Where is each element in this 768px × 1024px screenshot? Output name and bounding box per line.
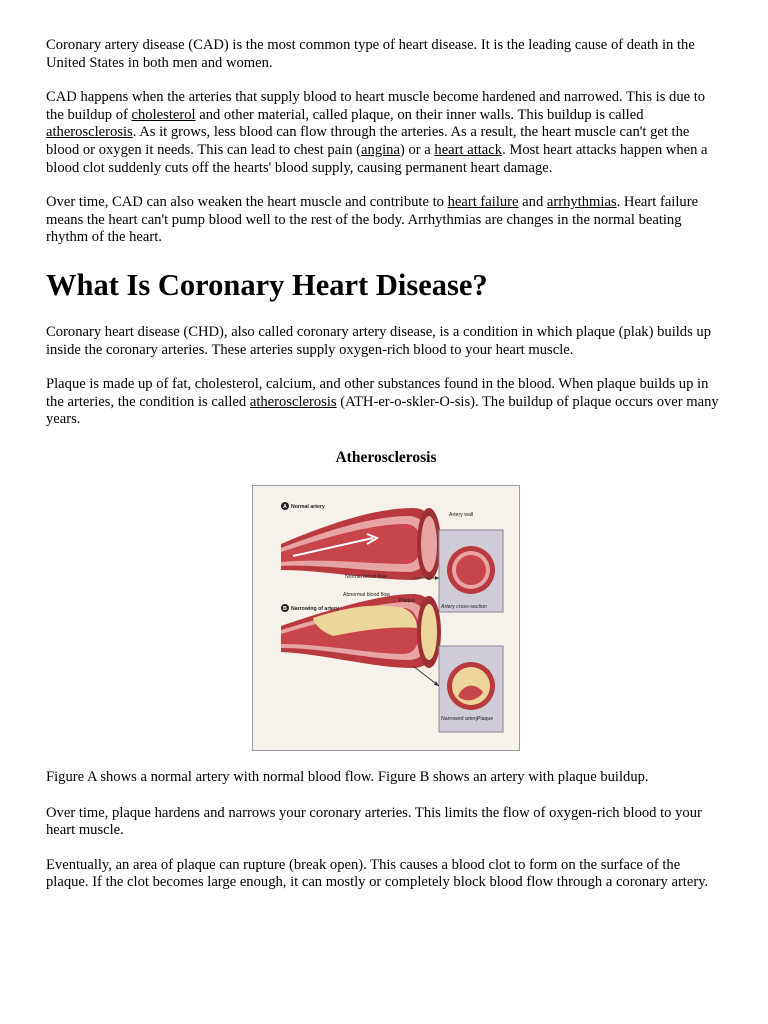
figure-title: Atherosclerosis [335,448,437,466]
chd-paragraph-1: Coronary heart disease (CHD), also called coronary artery disease, is a condition in which plaque (plak) builds up inside the coronary arteries. These arteries supply oxygen-rich blood to your heart muscle. [46,323,712,358]
intro-paragraph-1: Coronary artery disease (CAD) is the most common type of heart disease. It is the leading cause of death in the United States in both men and women. [46,37,695,71]
text-run: Plaque is made up of fat, cholesterol, calcium, and other substances found in the blood. When plaque builds up in the arteries, the condition is called [46,376,709,410]
section-heading: What Is Coronary Heart Disease? [46,267,488,302]
label-b-letter: B [283,605,287,612]
label-plaque-top: Plaque [399,597,416,604]
intro-paragraph-3 [46,194,726,247]
text-run: CAD happens when the arteries that supply blood to heart muscle become hardened and narrowed. This is due to the buildup of [46,89,706,123]
text-run: ) or a [399,141,435,158]
intro-paragraph-2 [46,89,726,177]
figure-container [46,485,726,751]
link-cholesterol[interactable]: cholesterol [131,106,196,123]
link-atherosclerosis-2[interactable]: atherosclerosis [249,393,337,410]
label-narrowed-artery: Narrowed artery [441,715,479,722]
link-heart-failure[interactable]: heart failure [447,194,519,211]
label-narrowing-of-artery: Narrowing of artery [291,605,339,612]
atherosclerosis-illustration [253,486,519,750]
link-angina[interactable]: angina [361,141,400,158]
link-heart-attack[interactable]: heart attack [434,141,503,158]
document-body [46,37,726,892]
outro-paragraph-2: Eventually, an area of plaque can rupture (break open). This causes a blood clot to form on the surface of the plaque. If the clot becomes large enough, it can mostly or completely block blood flow through a coronary artery. [46,856,709,891]
label-plaque-bottom: Plaque [477,715,494,722]
label-artery-wall: Artery wall [449,511,474,518]
link-arrhythmias[interactable]: arrhythmias [546,194,617,211]
label-a-letter: A [283,503,287,510]
text-run: . Heart failure means the heart can't pump blood well to the rest of the body. Arrhythmias are changes in the normal beating rhythm of the heart. [46,194,699,246]
normal-artery-drawing [281,508,441,580]
outro-paragraph-1: Over time, plaque hardens and narrows your coronary arteries. This limits the flow of oxygen-rich blood to your heart muscle. [46,804,702,839]
text-run: . Most heart attacks happen when a blood clot suddenly cuts off the hearts' blood supply, causing permanent heart damage. [46,141,708,176]
text-run: and other material, called plaque, on their inner walls. This buildup is called [195,106,644,123]
text-run: and [518,194,547,211]
link-atherosclerosis[interactable]: atherosclerosis [46,124,133,141]
chd-paragraph-2 [46,376,726,429]
label-normal-artery: Normal artery [291,503,325,510]
label-abnormal-blood-flow: Abnormal blood flow [343,591,391,598]
text-run: (ATH-er-o-skler-O-sis). The buildup of plaque occurs over many years. [46,393,719,428]
text-run: . As it grows, less blood can flow through the arteries. As a result, the heart muscle can't get the blood or oxygen it needs. This can lead to chest pain ( [46,124,690,158]
figure-caption-paragraph: Figure A shows a normal artery with normal blood flow. Figure B shows an artery with plaque buildup. [46,768,649,785]
label-artery-cross-section: Artery cross-section [441,603,487,610]
text-run: Over time, CAD can also weaken the heart muscle and contribute to [46,194,448,211]
atherosclerosis-figure [252,485,520,751]
label-normal-blood-flow: Normal blood flow [345,573,387,580]
